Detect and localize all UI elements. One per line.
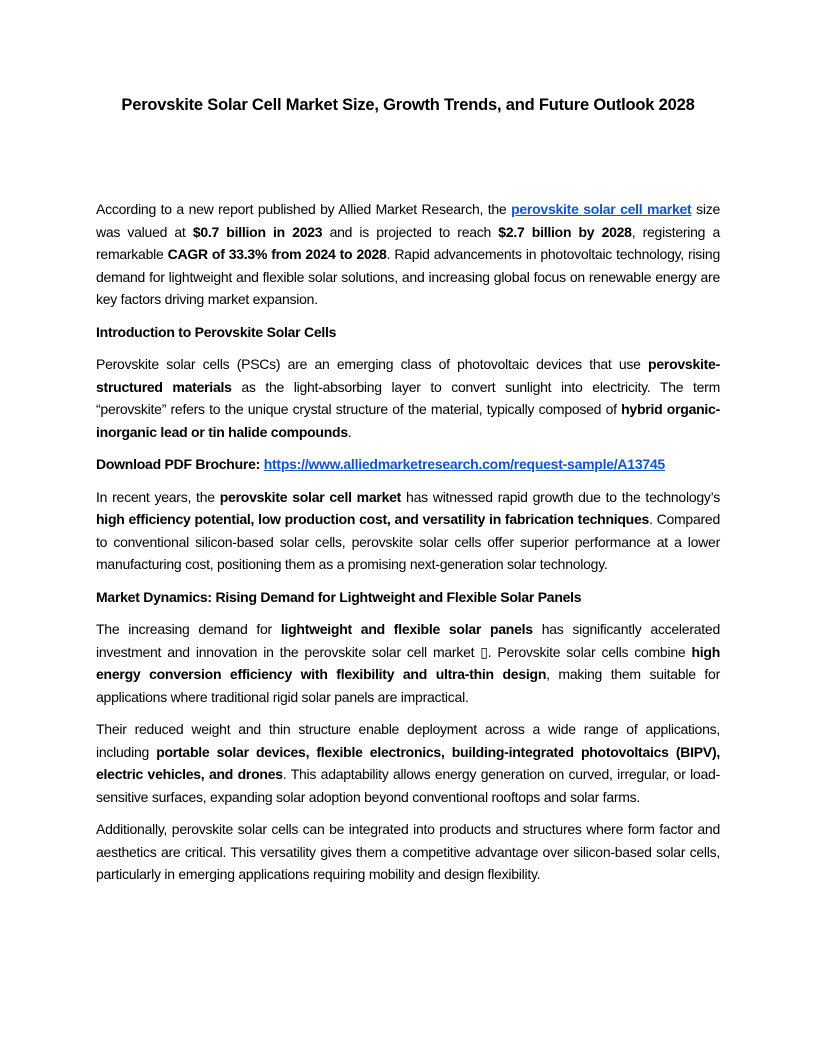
section-heading	[96, 321, 720, 344]
text: . This adaptability allows energy generation on curved, irregular, or load-sensitive surfaces, expanding solar adoption beyond conventional rooftops and solar farms.	[96, 766, 720, 805]
text: Market Dynamics: Rising Demand for Lightweight and Flexible Solar Panels	[96, 588, 582, 605]
document-body	[96, 198, 720, 896]
paragraph	[96, 198, 720, 311]
section-heading	[96, 586, 720, 609]
text: .	[347, 423, 352, 440]
hyperlink[interactable]: https://www.alliedmarketresearch.com/request-sample/A13745	[263, 456, 665, 472]
bold-text: CAGR of 33.3% from 2024 to 2028	[167, 246, 387, 262]
text: According to a new report published by Allied Market Research, the	[96, 201, 512, 217]
text: , making them suitable for applications where traditional rigid solar panels are impractical.	[96, 666, 720, 705]
text: Their reduced weight and thin structure enable deployment across a wide range of applications, including	[96, 721, 720, 760]
bold-text: high efficiency potential, low production cost, and versatility in fabrication techniques	[96, 511, 650, 527]
text: In recent years, the	[96, 488, 220, 505]
text: and is projected to reach	[322, 223, 499, 240]
text: . Compared to conventional silicon-based solar cells, perovskite solar cells offer superior performance at a lower manufacturing cost, positioning them as a promising next-generation solar technology.	[96, 511, 720, 572]
paragraph	[96, 718, 720, 808]
text: Introduction to Perovskite Solar Cells	[96, 323, 337, 340]
bold-text: portable solar devices, flexible electronics, building-integrated photovoltaics (BIPV), electric vehicles, and drones	[96, 743, 720, 782]
paragraph	[96, 353, 720, 443]
hyperlink[interactable]: perovskite solar cell market	[511, 201, 692, 217]
section-heading	[96, 453, 720, 476]
paragraph	[96, 486, 720, 576]
text: as the light-absorbing layer to convert sunlight into electricity. The term “perovskite” refers to the unique crystal structure of the material, typically composed of	[96, 378, 720, 417]
paragraph	[96, 618, 720, 708]
bold-text: hybrid organic-inorganic lead or tin halide compounds	[96, 401, 720, 440]
text: has witnessed rapid growth due to the technology’s	[401, 488, 721, 505]
bold-text: high energy conversion efficiency with flexibility and ultra-thin design	[96, 643, 720, 682]
text: size was valued at	[96, 201, 720, 240]
document-title: Perovskite Solar Cell Market Size, Growth Trends, and Future Outlook 2028	[121, 96, 695, 114]
bold-text: perovskite solar cell market	[219, 488, 402, 505]
paragraph	[96, 818, 720, 886]
bold-text: $0.7 billion in 2023	[192, 223, 323, 240]
text: has significantly accelerated investment and innovation in the perovskite solar cell market ▯. Perovskite solar cells combine	[96, 621, 720, 660]
text: The increasing demand for	[96, 621, 281, 637]
text: Download PDF Brochure:	[96, 456, 264, 472]
bold-text: lightweight and flexible solar panels	[280, 621, 533, 637]
bold-text: perovskite-structured materials	[96, 356, 720, 395]
text: , registering a remarkable	[96, 223, 720, 262]
bold-text: $2.7 billion by 2028	[498, 223, 632, 240]
text: Additionally, perovskite solar cells can be integrated into products and structures where form factor and aesthetics are critical. This versatility gives them a competitive advantage over silicon-based solar cells, particularly in emerging applications requiring mobility and design flexibility.	[96, 821, 720, 882]
text: Perovskite solar cells (PSCs) are an emerging class of photovoltaic devices that use	[96, 356, 649, 372]
text: . Rapid advancements in photovoltaic technology, rising demand for lightweight and flexible solar solutions, and increasing global focus on renewable energy are key factors driving market expansion.	[96, 246, 720, 307]
